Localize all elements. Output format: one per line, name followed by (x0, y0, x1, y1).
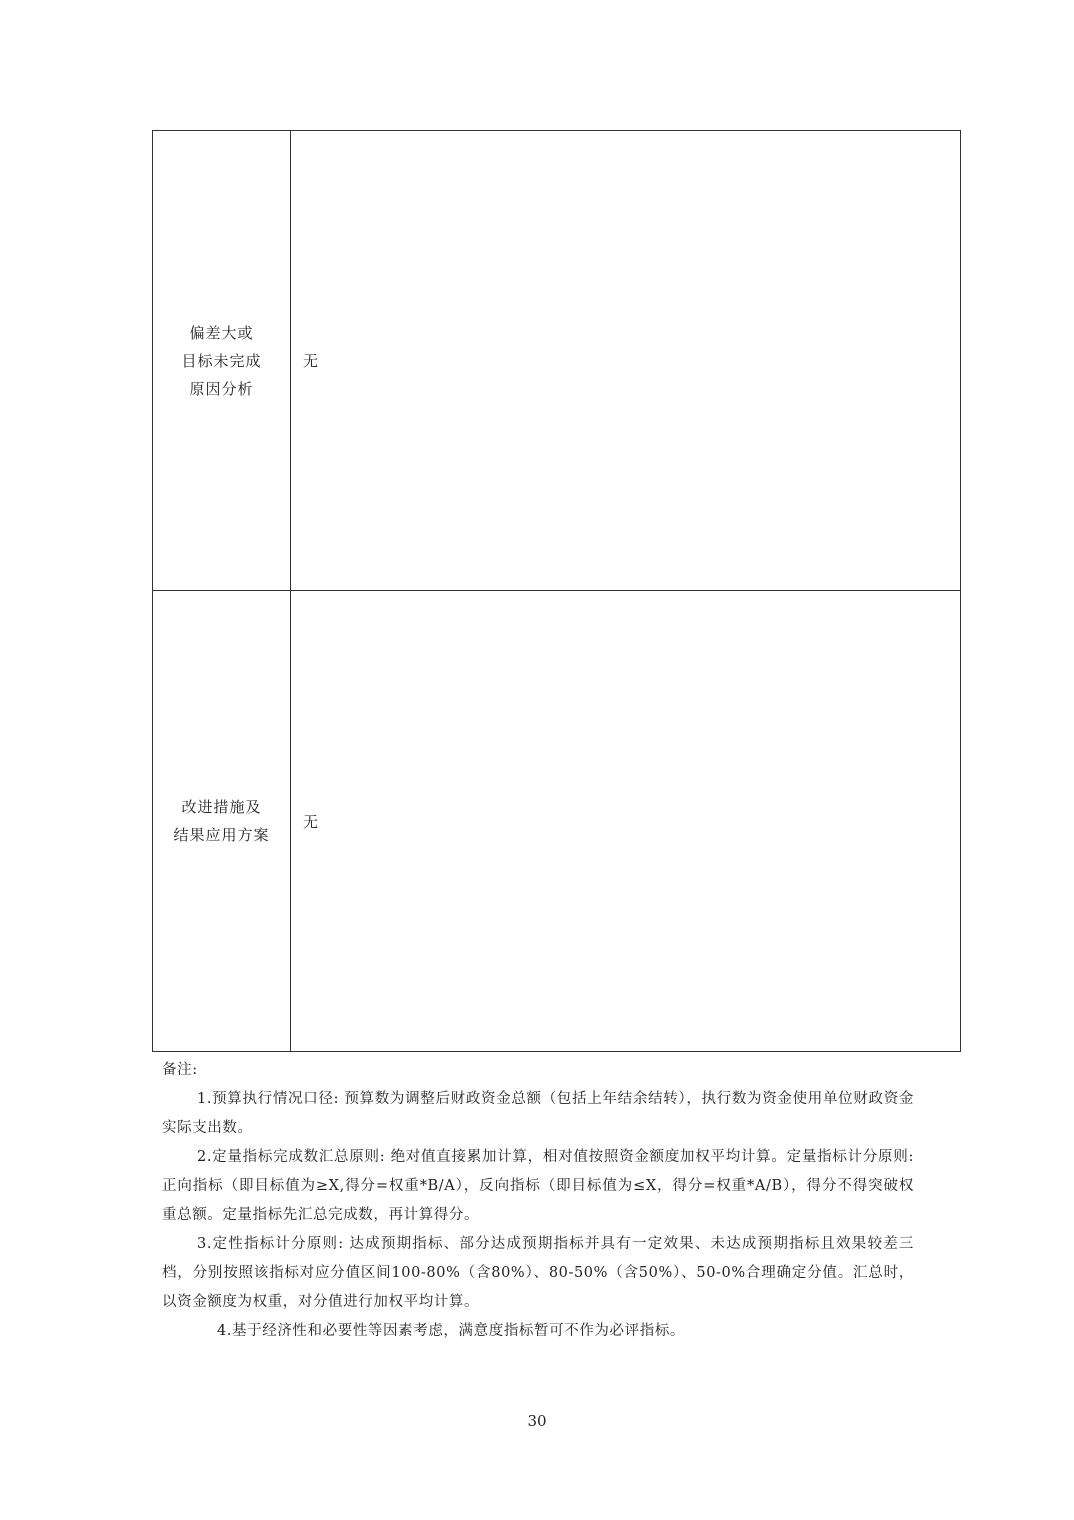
label-line: 偏差大或 (189, 323, 254, 342)
evaluation-table (152, 130, 961, 1052)
notes-section (162, 1056, 914, 1346)
label-line: 目标未完成 (181, 351, 262, 370)
page-number: 30 (527, 1412, 547, 1430)
row-label-improvement-measures (153, 591, 291, 1052)
label-line: 改进措施及 (181, 798, 262, 816)
table-row-deviation-analysis (153, 131, 961, 591)
note-item-1: 1.预算执行情况口径: 预算数为调整后财政资金总额（包括上年结余结转），执行数为资金使用单位财政资金实际支出数。 (162, 1091, 914, 1136)
row-content-deviation-analysis: 无 (291, 131, 961, 591)
note-item-4: 4.基于经济性和必要性等因素考虑，满意度指标暂可不作为必评指标。 (217, 1323, 686, 1339)
row-label-deviation-analysis (153, 131, 291, 591)
table-row-improvement-measures (153, 591, 961, 1052)
note-item-3: 3.定性指标计分原则: 达成预期指标、部分达成预期指标并具有一定效果、未达成预期指标且效果较差三档，分别按照该指标对应分值区间100-80%（含80%）、80-50%（含50%）、50-0%合理确定分值。汇总时，以资金额度为权重，对分值进行加权平均计算。 (162, 1236, 914, 1310)
note-item-2: 2.定量指标完成数汇总原则: 绝对值直接累加计算，相对值按照资金额度加权平均计算。定量指标计分原则: 正向指标（即目标值为≥X,得分=权重*B/A），反向指标（即目标值为≤X，得分=权重*A/B），得分不得突破权重总额。定量指标先汇总完成数，再计算得分。 (162, 1149, 914, 1223)
notes-title: 备注: (162, 1062, 198, 1078)
row-content-improvement-measures: 无 (291, 591, 961, 1052)
label-line: 结果应用方案 (173, 826, 270, 844)
label-line: 原因分析 (189, 379, 254, 398)
